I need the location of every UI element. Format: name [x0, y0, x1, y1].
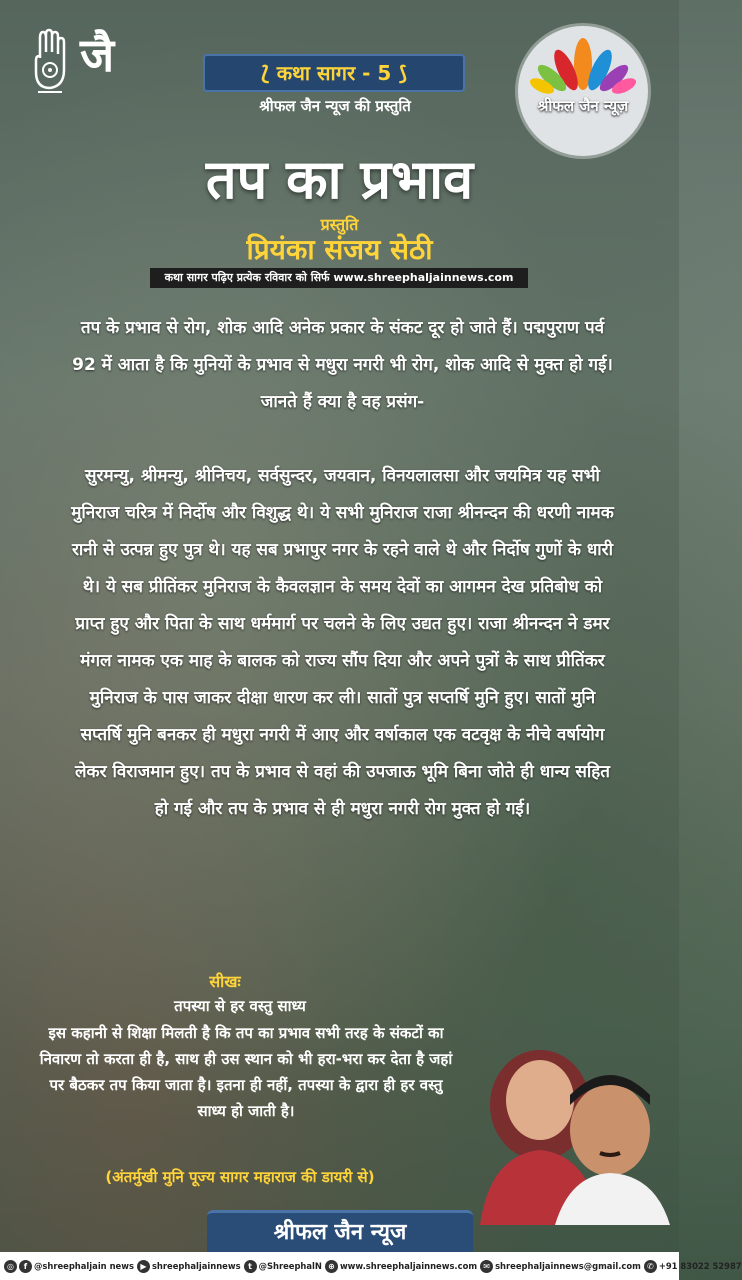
- phone-text: +91 83022 52987: [658, 1261, 742, 1271]
- mail-icon: ✉: [480, 1260, 493, 1273]
- story-intro: तप के प्रभाव से रोग, शोक आदि अनेक प्रकार के संकट दूर हो जाते हैं। पद्मपुराण पर्व 92 में आता है कि मुनियों के प्रभाव से मधुरा नगरी भी रोग, शोक आदि से मुक्त हो गई। जानते हैं क्या है वह प्रसंग-: [72, 318, 613, 412]
- author-couple-photo: [460, 1015, 679, 1225]
- email-link[interactable]: [480, 1260, 641, 1273]
- email-text: shreephaljainnews@gmail.com: [495, 1261, 641, 1271]
- story-body: सुरमन्यु, श्रीमन्यु, श्रीनिचय, सर्वसुन्दर, जयवान, विनयलालसा और जयमित्र यह सभी मुनिराज चरित्र में निर्दोष और विशुद्ध थे। ये सभी मुनिराज राजा श्रीनन्दन की धरणी नामक रानी से उत्पन्न हुए पुत्र थे। यह सब प्रभापुर नगर के रहने वाले थे और निर्दोष गुणों के धारी थे। ये सब प्रीतिंकर मुनिराज के कैवलज्ञान के समय देवों का आगमन देख प्रतिबोध को प्राप्त हुए और पिता के साथ धर्ममार्ग पर चलने के लिए उद्यत हुए। राजा श्रीनन्दन ने डमर मंगल नामक एक माह के बालक को राज्य सौंप दिया और अपने पुत्रों के साथ प्रीतिंकर मुनिराज के पास जाकर दीक्षा धारण कर ली। सातों पुत्र सप्तर्षि मुनि हुए। सातों मुनि सप्तर्षि मुनि बनकर ही मधुरा नगरी में आए और वर्षाकाल एक वटवृक्ष के नीचे वर्षायोग लेकर विराजमान हुए। तप के प्रभाव से वहां की उपजाऊ भूमि बिना जोते ही धान्य सहित हो गई और तप के प्रभाव से ही मधुरा नगरी रोग मुक्त हो गई।: [71, 466, 614, 819]
- lotus-logo-icon: [518, 26, 648, 106]
- series-banner: ⟅ कथा सागर - 5 ⟆: [203, 54, 465, 92]
- notice-strip: कथा सागर पढ़िए प्रत्येक रविवार को सिर्फ www.shreephaljainnews.com: [150, 268, 528, 288]
- diary-credit: (अंतर्मुखी मुनि पूज्य सागर महाराज की डायरी से): [105, 1168, 375, 1186]
- phone-link[interactable]: [644, 1260, 742, 1273]
- phone-icon: ✆: [644, 1260, 657, 1273]
- lesson-heading: सीखः: [209, 972, 241, 991]
- facebook-icon: f: [19, 1260, 32, 1273]
- twitter-link[interactable]: [244, 1260, 322, 1273]
- jai-glyph: जै: [80, 28, 115, 82]
- footer-contacts: [0, 1252, 742, 1280]
- youtube-icon: ▶: [137, 1260, 150, 1273]
- brand-bar: श्रीफल जैन न्यूज: [207, 1210, 473, 1253]
- lesson-tagline: तपस्या से हर वस्तु साध्य: [174, 997, 306, 1015]
- logo-name: श्रीफल जैन न्यूज़: [537, 97, 629, 115]
- logo-circle: [518, 26, 648, 156]
- social-handle-text: @shreephaljain news: [34, 1261, 134, 1271]
- jain-hand-icon: [30, 30, 70, 102]
- website-link[interactable]: [325, 1260, 477, 1273]
- presented-label: प्रस्तुति: [320, 215, 359, 234]
- twitter-icon: t: [244, 1260, 257, 1273]
- author-name: प्रियंका संजय सेठी: [246, 233, 433, 266]
- instagram-icon: ◎: [4, 1260, 17, 1273]
- twitter-text: @ShreephalN: [258, 1261, 322, 1271]
- presenter-line: श्रीफल जैन न्यूज की प्रस्तुति: [259, 97, 411, 115]
- youtube-text: shreephaljainnews: [151, 1261, 241, 1271]
- globe-icon: ⊕: [325, 1260, 338, 1273]
- paragraph-gap: [70, 421, 615, 458]
- lesson-text: इस कहानी से शिक्षा मिलती है कि तप का प्रभाव सभी तरह के संकटों का निवारण तो करता ही है, साथ ही उस स्थान को भी हरा-भरा कर देता है जहां पर बैठकर तप किया जाता है। इतना ही नहीं, तपस्या के द्वारा ही हर वस्तु साध्य हो जाती है।: [39, 1024, 453, 1120]
- youtube-link[interactable]: [137, 1260, 241, 1273]
- website-text: www.shreephaljainnews.com: [339, 1261, 478, 1271]
- story-text: [70, 310, 615, 828]
- page-title: तप का प्रभाव: [205, 148, 474, 211]
- social-handle[interactable]: [4, 1260, 134, 1273]
